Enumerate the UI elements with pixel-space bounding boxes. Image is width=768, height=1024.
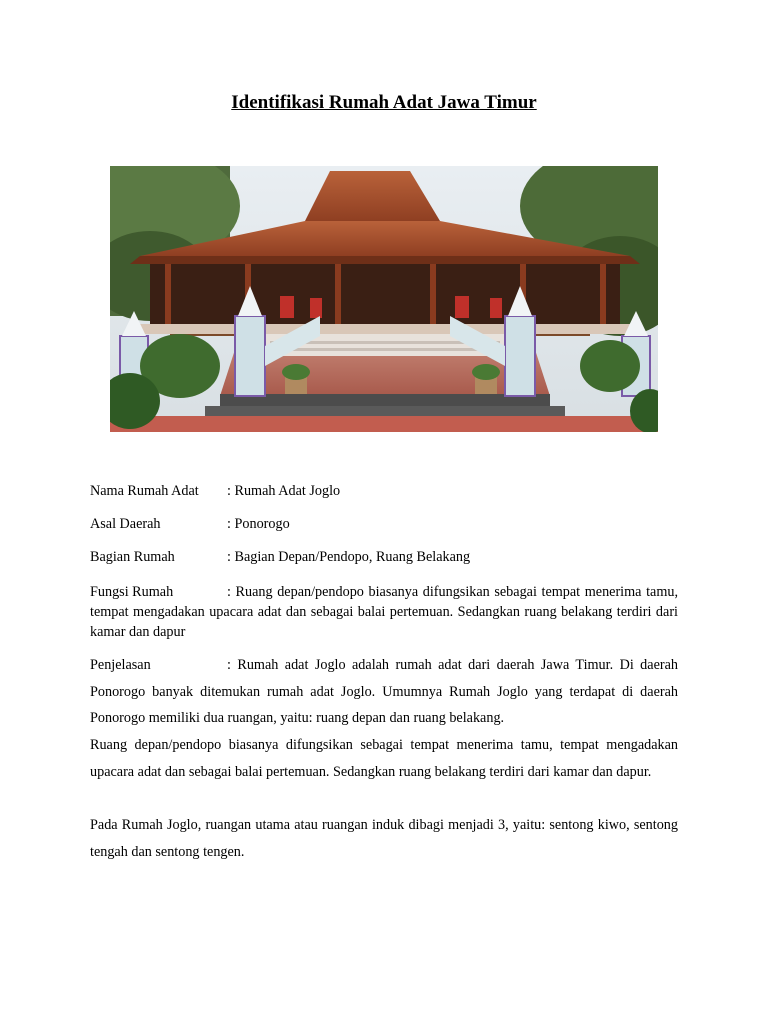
- penjelasan-paragraph-2: Ruang depan/pendopo biasanya difungsikan sebagai tempat menerima tamu, tempat mengadakan upacara adat dan sebagai balai pertemuan. Sedangkan ruang belakang terdiri dari kamar dan dapur.: [90, 737, 678, 780]
- penjelasan-paragraph: [90, 652, 678, 732]
- field-value: : Ponorogo: [227, 516, 290, 532]
- penjelasan-paragraph-3: Pada Rumah Joglo, ruangan utama atau ruangan induk dibagi menjadi 3, yaitu: sentong kiwo, sentong tengah dan sentong tengen.: [90, 817, 678, 860]
- field-label: Asal Daerah: [90, 516, 161, 532]
- field-value: : Rumah Adat Joglo: [227, 483, 341, 499]
- field-label: Nama Rumah Adat: [90, 483, 199, 499]
- fungsi-text: : Ruang depan/pendopo biasanya difungsikan sebagai tempat menerima tamu, tempat mengadakan upacara adat dan sebagai balai pertemuan. Sedangkan ruang belakang terdiri dari kamar dan dapur: [90, 584, 678, 640]
- field-label: Bagian Rumah: [90, 549, 175, 565]
- page-title: Identifikasi Rumah Adat Jawa Timur: [231, 92, 537, 113]
- joglo-house-photo: [110, 166, 658, 432]
- fungsi-label: Fungsi Rumah: [90, 584, 174, 600]
- fungsi-rumah-paragraph: [90, 582, 678, 642]
- penjelasan-text: : Rumah adat Joglo adalah rumah adat dari daerah Jawa Timur. Di daerah Ponorogo banyak ditemukan rumah adat Joglo. Umumnya Rumah Joglo yang terdapat di daerah Ponorogo memiliki dua ruangan, yaitu: ruang depan dan ruang belakang.: [90, 657, 678, 727]
- field-value: : Bagian Depan/Pendopo, Ruang Belakang: [227, 549, 471, 565]
- penjelasan-label: Penjelasan: [90, 657, 151, 673]
